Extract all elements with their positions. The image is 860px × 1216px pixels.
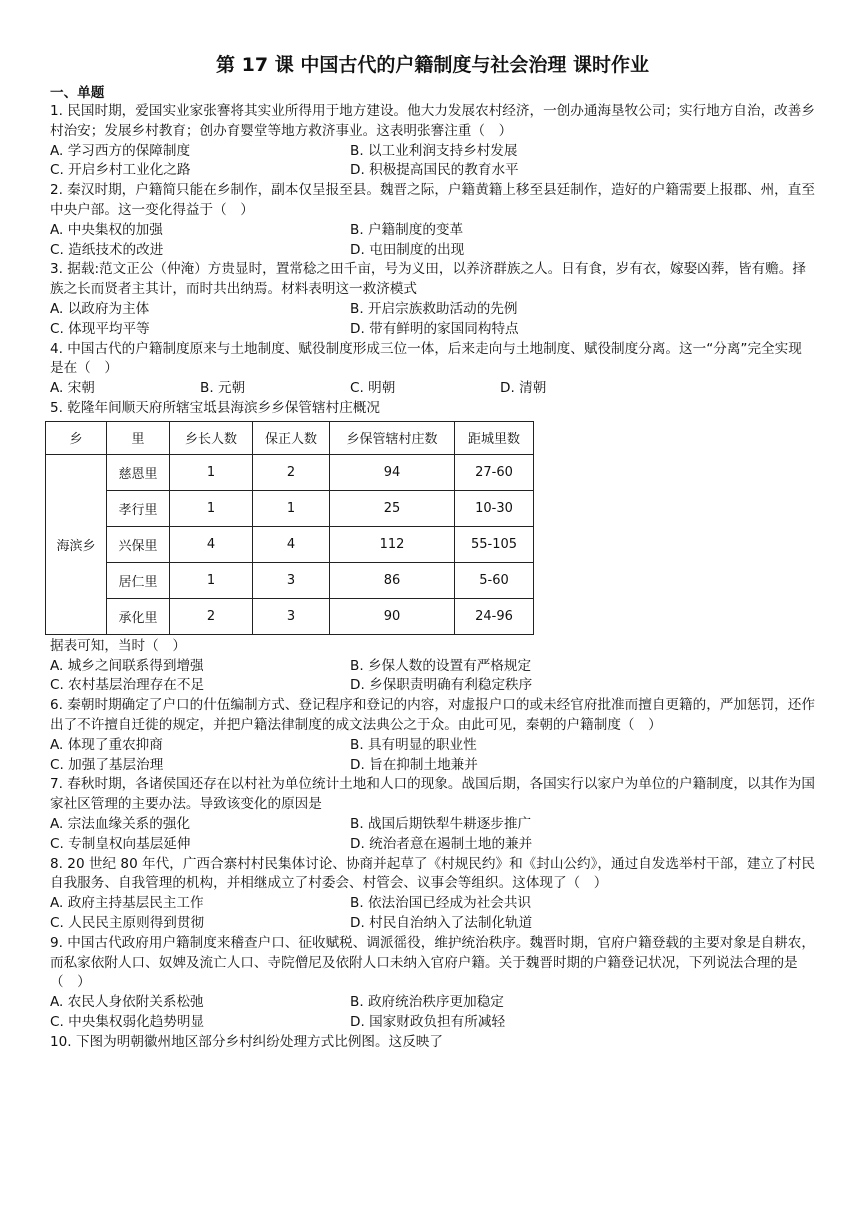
option-d: D. 旨在抑制土地兼并 (350, 756, 478, 773)
table-cell: 112 (330, 526, 455, 562)
question-4 (50, 340, 815, 399)
option-b: B. 开启宗族救助活动的先例 (350, 300, 518, 317)
option-d: D. 积极提高国民的教育水平 (350, 162, 519, 179)
option-c: C. 明朝 (350, 380, 396, 397)
question-stem: 3. 据载:范文正公（仲淹）方贵显时，置常稔之田千亩，号为义田，以养济群族之人。日有食，岁有衣，嫁娶凶葬，皆有赡。择族之长而贤者主其计，而时共出纳焉。材料表明这一救济模式 (50, 261, 806, 298)
option-a: A. 城乡之间联系得到增强 (50, 657, 204, 674)
table-cell: 承化里 (107, 598, 170, 634)
option-a: A. 体现了重农抑商 (50, 736, 163, 753)
question-stem: 10. 下图为明朝徽州地区部分乡村纠纷处理方式比例图。这反映了 (50, 1033, 443, 1050)
question-6 (50, 696, 815, 775)
table-cell-xiang: 海滨乡 (46, 454, 107, 634)
table-cell: 4 (253, 526, 330, 562)
table-cell: 孝行里 (107, 490, 170, 526)
options (50, 657, 815, 697)
table-cell: 4 (170, 526, 253, 562)
table-cell: 1 (253, 490, 330, 526)
option-a: A. 宗法血缘关系的强化 (50, 815, 191, 832)
option-b: B. 元朝 (200, 380, 246, 397)
option-c: C. 加强了基层治理 (50, 756, 164, 773)
table-cell: 5-60 (455, 562, 534, 598)
table-header-row (46, 421, 534, 454)
table-row (46, 598, 534, 634)
question-1 (50, 102, 815, 181)
option-c: C. 体现平均平等 (50, 320, 150, 337)
option-c: C. 中央集权弱化趋势明显 (50, 1013, 205, 1030)
option-b: B. 政府统治秩序更加稳定 (350, 994, 504, 1011)
table-cell: 86 (330, 562, 455, 598)
option-d: D. 统治者意在遏制土地的兼并 (350, 835, 533, 852)
option-d: D. 清朝 (500, 380, 547, 397)
table-cell: 居仁里 (107, 562, 170, 598)
page-title: 第 17 课 中国古代的户籍制度与社会治理 课时作业 (216, 54, 649, 76)
section-heading: 一、单题 (50, 85, 105, 101)
table-row (46, 454, 534, 490)
options (50, 379, 815, 399)
table-cell: 2 (170, 598, 253, 634)
option-d: D. 带有鲜明的家国同构特点 (350, 320, 519, 337)
question-8 (50, 855, 815, 934)
table-cell: 1 (170, 562, 253, 598)
table-cell: 27-60 (455, 454, 534, 490)
question-prompt: 据表可知，当时（ ） (50, 637, 186, 654)
question-9 (50, 934, 815, 1033)
question-stem: 6. 秦朝时期确定了户口的什伍编制方式、登记程序和登记的内容，对虚报户口的或未经官府批准而擅自更籍的，严加惩罚，还作出了不许擅自迁徙的规定，并把户籍法律制度的成文法典公之于众。由此可见，秦朝的户籍制度（ ） (50, 697, 815, 733)
option-a: A. 以政府为主体 (50, 300, 150, 317)
table-header: 乡长人数 (170, 421, 253, 454)
table-header: 距城里数 (455, 421, 534, 454)
table-cell: 94 (330, 454, 455, 490)
question-5 (50, 399, 815, 696)
table-header: 保正人数 (253, 421, 330, 454)
option-c: C. 开启乡村工业化之路 (50, 162, 191, 179)
table-cell: 90 (330, 598, 455, 634)
table-row (46, 526, 534, 562)
option-a: A. 政府主持基层民主工作 (50, 895, 204, 912)
option-b: B. 战国后期铁犁牛耕逐步推广 (350, 815, 532, 832)
table-cell: 3 (253, 598, 330, 634)
table-header: 乡 (46, 421, 107, 454)
question-stem: 1. 民国时期，爱国实业家张謇将其实业所得用于地方建设。他大力发展农村经济，一创办通海垦牧公司；实行地方自治，改善乡村治安；发展乡村教育；创办育婴堂等地方救济事业。这表明张謇注重（ ） (50, 103, 815, 139)
table-header: 乡保管辖村庄数 (330, 421, 455, 454)
option-c: C. 农村基层治理存在不足 (50, 677, 205, 694)
table-cell: 24-96 (455, 598, 534, 634)
option-a: A. 宋朝 (50, 380, 95, 397)
option-a: A. 学习西方的保障制度 (50, 142, 191, 159)
table-cell: 3 (253, 562, 330, 598)
table-row (46, 562, 534, 598)
options (50, 815, 815, 855)
table-cell: 1 (170, 490, 253, 526)
option-a: A. 中央集权的加强 (50, 221, 163, 238)
village-table (45, 421, 534, 635)
option-b: B. 以工业利润支持乡村发展 (350, 142, 518, 159)
question-stem: 7. 春秋时期，各诸侯国还存在以村社为单位统计土地和人口的现象。战国后期，各国实行以家户为单位的户籍制度，以其作为国家社区管理的主要办法。导致该变化的原因是 (50, 776, 815, 813)
table-row (46, 490, 534, 526)
option-c: C. 人民民主原则得到贯彻 (50, 914, 205, 931)
question-stem: 9. 中国古代政府用户籍制度来稽查户口、征收赋税、调派徭役，维护统治秩序。魏晋时期，官府户籍登载的主要对象是自耕农，而私家依附人口、奴婢及流亡人口、寺院僧尼及依附人口未纳入官府户籍。关于魏晋时期的户籍登记状况，下列说法合理的是（ ） (50, 934, 815, 991)
options (50, 894, 815, 934)
table-cell: 10-30 (455, 490, 534, 526)
options (50, 300, 815, 340)
option-b: B. 具有明显的职业性 (350, 736, 477, 753)
question-stem: 2. 秦汉时期，户籍简只能在乡制作，副本仅呈报至县。魏晋之际，户籍黄籍上移至县廷制作，造好的户籍需要上报郡、州，直至中央户部。这一变化得益于（ ） (50, 182, 815, 218)
table-cell: 2 (253, 454, 330, 490)
table-cell: 兴保里 (107, 526, 170, 562)
option-d: D. 村民自治纳入了法制化轨道 (350, 914, 533, 931)
question-7 (50, 775, 815, 854)
option-d: D. 乡保职责明确有利稳定秩序 (350, 677, 533, 694)
options (50, 142, 815, 182)
options (50, 221, 815, 261)
option-a: A. 农民人身依附关系松弛 (50, 994, 204, 1011)
worksheet (50, 52, 815, 1052)
option-b: B. 依法治国已经成为社会共识 (350, 895, 532, 912)
question-stem: 4. 中国古代的户籍制度原来与土地制度、赋役制度形成三位一体，后来走向与土地制度、赋役制度分离。这一“分离”完全实现是在（ ） (50, 340, 802, 377)
option-b: B. 乡保人数的设置有严格规定 (350, 657, 532, 674)
table-cell: 55-105 (455, 526, 534, 562)
question-10 (50, 1033, 815, 1053)
option-d: D. 屯田制度的出现 (350, 241, 465, 258)
question-3 (50, 260, 815, 339)
question-2 (50, 181, 815, 260)
question-stem: 8. 20 世纪 80 年代，广西合寨村村民集体讨论、协商并起草了《村规民约》和《封山公约》，通过自发选举村干部，建立了村民自我服务、自我管理的机构，并相继成立了村委会、村管会、议事会等组织。这体现了（ ） (50, 855, 815, 892)
option-d: D. 国家财政负担有所减轻 (350, 1013, 506, 1030)
options (50, 993, 815, 1033)
table-cell: 1 (170, 454, 253, 490)
options (50, 736, 815, 776)
option-c: C. 专制皇权向基层延伸 (50, 835, 191, 852)
table-cell: 25 (330, 490, 455, 526)
table-cell: 慈恩里 (107, 454, 170, 490)
table-header: 里 (107, 421, 170, 454)
option-c: C. 造纸技术的改进 (50, 241, 164, 258)
question-stem: 5. 乾隆年间顺天府所辖宝坻县海滨乡乡保管辖村庄概况 (50, 399, 380, 416)
option-b: B. 户籍制度的变革 (350, 221, 464, 238)
